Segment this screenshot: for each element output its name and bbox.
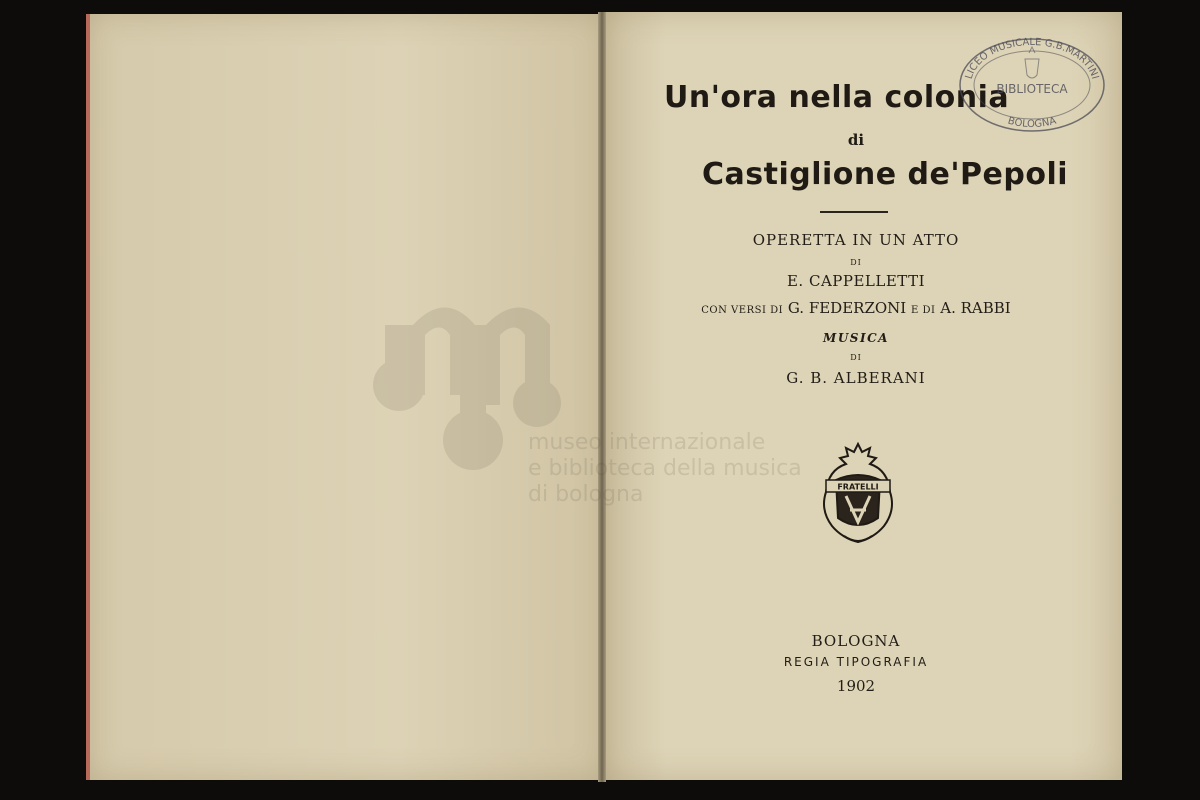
di-label-2: DI — [850, 353, 862, 362]
verses-prefix: CON VERSI DI — [701, 305, 784, 316]
verses-name-1: G. FEDERZONI — [787, 299, 907, 317]
watermark-text — [528, 430, 802, 508]
verses-conj: E DI — [911, 305, 936, 316]
stamp-bottom-text: BOLOGNA — [1006, 115, 1058, 131]
verses-credit — [604, 299, 1108, 317]
watermark-line: di bologna — [528, 482, 644, 507]
composer-name: G. B. ALBERANI — [786, 369, 926, 387]
subtitle: OPERETTA IN UN ATTO — [752, 231, 960, 249]
library-stamp-icon — [957, 35, 1107, 135]
svg-text:BOLOGNA — [1006, 115, 1057, 130]
watermark-line: e biblioteca della musica — [528, 456, 802, 481]
di-label: DI — [850, 258, 862, 267]
title-line-2: Castiglione de'Pepoli — [702, 157, 1069, 192]
emblem-banner: FRATELLI — [837, 482, 879, 492]
publication-year: 1902 — [836, 677, 876, 695]
stamp-middle-text: BIBLIOTECA — [996, 82, 1068, 96]
verses-name-2: A. RABBI — [940, 299, 1011, 317]
publication-place: BOLOGNA — [811, 632, 901, 650]
publisher-emblem-icon — [816, 440, 900, 546]
publisher-name: REGIA TIPOGRAFIA — [783, 655, 929, 669]
title-di: di — [847, 131, 865, 149]
watermark-line: museo internazionale — [528, 430, 766, 455]
author-name: E. CAPPELLETTI — [786, 272, 925, 290]
title-line-1: Un'ora nella colonia — [664, 80, 1010, 115]
title-rule — [820, 211, 888, 213]
musica-label: MUSICA — [823, 331, 889, 345]
stamp-top-text: LICEO MUSICALE G.B.MARTINI — [963, 36, 1101, 81]
